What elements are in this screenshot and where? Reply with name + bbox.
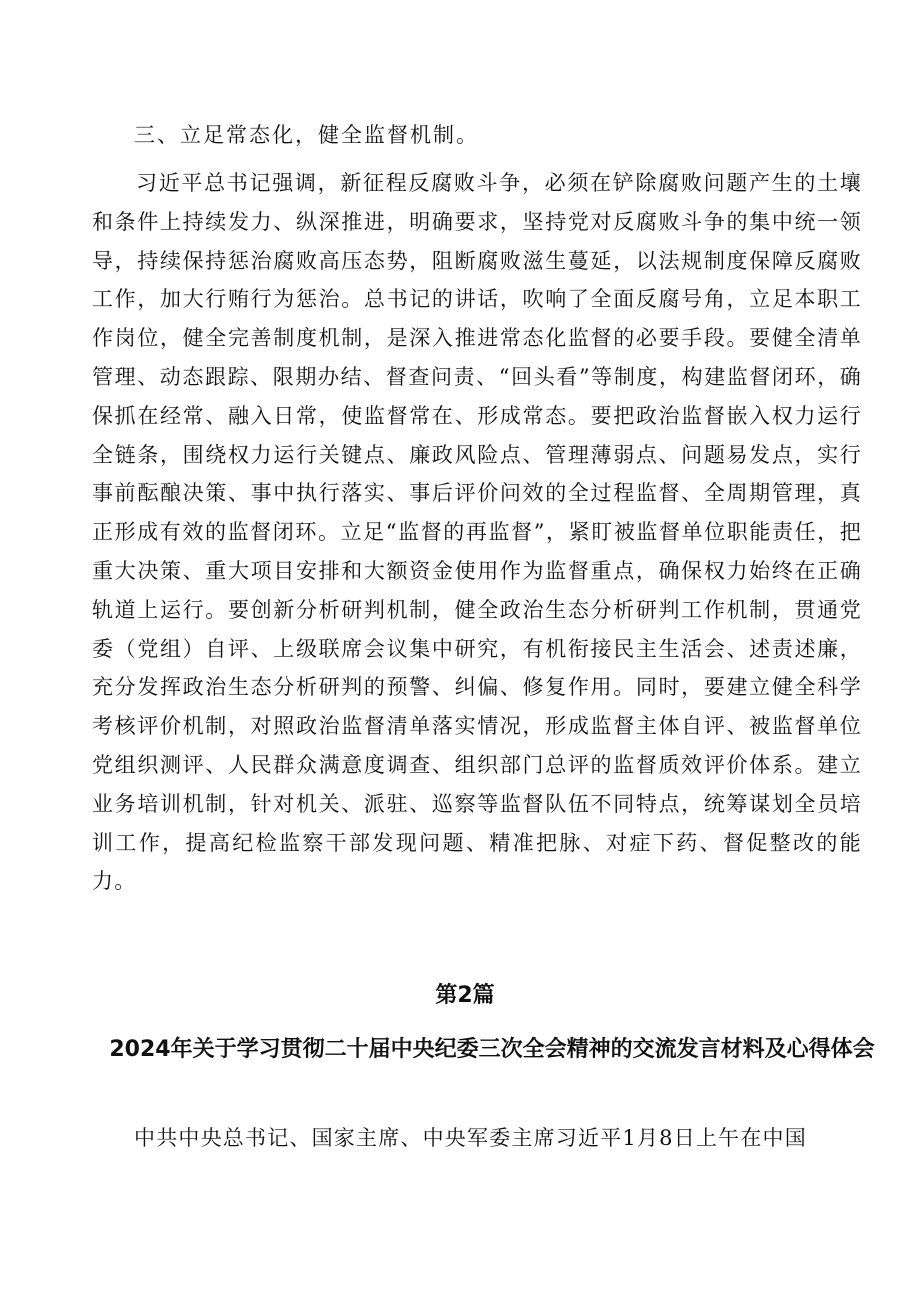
chapter-label: 第2篇: [435, 983, 495, 1008]
opening-paragraph-line: 中共中央总书记、国家主席、中央军委主席习近平1月8日上午在中国: [134, 1126, 807, 1150]
article-title: 2024年关于学习贯彻二十届中央纪委三次全会精神的交流发言材料及心得体会: [109, 1037, 875, 1062]
body-paragraph: 习近平总书记强调，新征程反腐败斗争，必须在铲除腐败问题产生的土壤和条件上持续发力、纵深推进，明确要求，坚持党对反腐败斗争的集中统一领导，持续保持惩治腐败高压态势，阻断腐败滋生蔓延，以法规制度保障反腐败工作，加大行贿行为惩治。总书记的讲话，吹响了全面反腐号角，立足本职工作岗位，健全完善制度机制，是深入推进常态化监督的必要手段。要健全清单管理、动态跟踪、限期办结、督查问责、“回头看”等制度，构建监督闭环，确保抓在经常、融入日常，使监督常在、形成常态。要把政治监督嵌入权力运行全链条，围绕权力运行关键点、廉政风险点、管理薄弱点、问题易发点，实行事前酝酿决策、事中执行落实、事后评价问效的全过程监督、全周期管理，真正形成有效的监督闭环。立足“监督的再监督”，紧盯被监督单位职能责任，把重大决策、重大项目安排和大额资金使用作为监督重点，确保权力始终在正确轨道上运行。要创新分析研判机制，健全政治生态分析研判工作机制，贯通党委（党组）自评、上级联席会议集中研究，有机衔接民主生活会、述责述廉，充分发挥政治生态分析研判的预警、纠偏、修复作用。同时，要建立健全科学考核评价机制，对照政治监督清单落实情况，形成监督主体自评、被监督单位党组织测评、人民群众满意度调查、组织部门总评的监督质效评价体系。建立业务培训机制，针对机关、派驻、巡察等监督队伍不同特点，统筹谋划全员培训工作，提高纪检监察干部发现问题、精准把脉、对症下药、督促整改的能力。: [92, 171, 862, 894]
section-heading: 三、立足常态化，健全监督机制。: [134, 123, 479, 147]
